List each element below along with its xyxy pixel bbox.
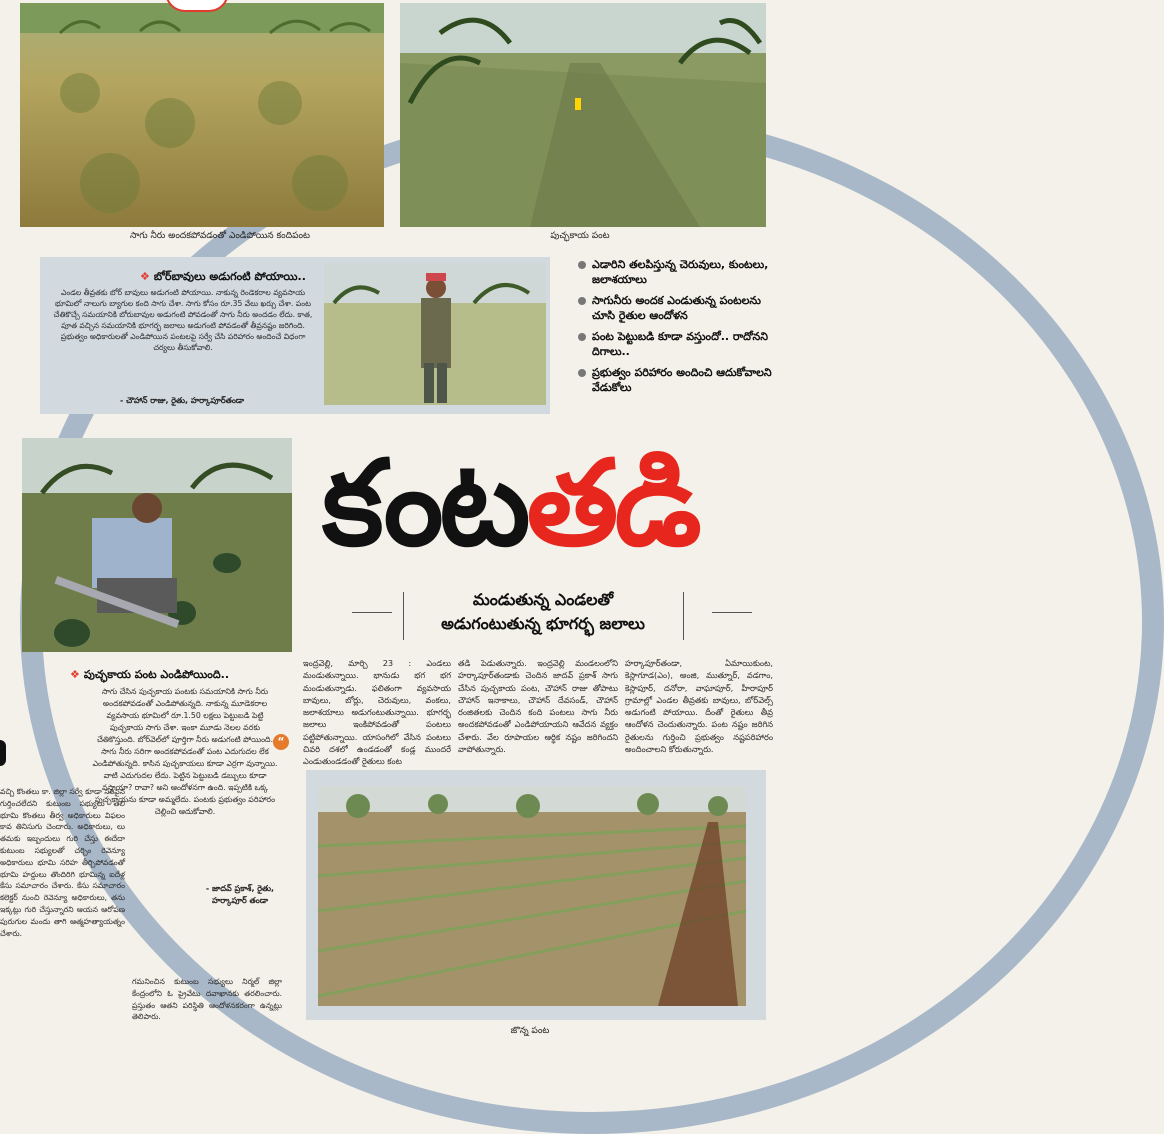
headline-part-2: తడి: [526, 434, 698, 572]
bullet-icon: [578, 369, 586, 377]
bullet-item: [578, 257, 778, 287]
bullet-item: [578, 329, 778, 359]
bullet-icon: [578, 261, 586, 269]
subhead-rule-left: [352, 612, 392, 613]
left-fragment-column: వచ్చి కొంతలు కా. జిల్లా సర్వే కూడా సరిపైన గుర్తించలేదని కుటుంబ సభ్యులు తెలి భూమి కొంతలు తీర్వ అధికారులు విఫలం కావ తినిసుగు చెందారు. అధికారులు, లు తమకు ఇబ్బందులు గురి చేస్తు ఈదేదా కుటుంబ సభ్యులతో చర్చిం రెవెన్యూ అధికారులు భూమి సరిహ తీర్చిపోవడంతో భూమి హద్దులు తొందిరిగి భూమిన్న ఐదేళ్ల కేసు సమాచారం చేశారు. కేసు సమాచారం కలెక్టర్ నుంచి రెవెన్యూ అధికారులు, తను ఇక్కట్లు గురి చేస్తున్నారని ఆయన ఆరోపణ పురుగుల మందు తాగి ఆత్మహత్యాయత్నం చేశారు.: [0, 787, 125, 938]
photo-red-gram-field: [20, 3, 384, 227]
headline-part-1: కంట: [322, 434, 527, 572]
quote-2-heading: [70, 663, 290, 684]
caption-bottom-right: జొన్న పంట: [510, 1026, 550, 1036]
quote-2-body: సాగు చేసిన పుచ్ఛకాయ పంటకు సమయానికి సాగు నీరు అందకపోవడంతో ఎండిపోతున్నది. నాకున్న మూడెకరాల వ్యవసాయ భూమిలో రూ.1.50 లక్షలు పెట్టుబడి పెట్టి పుచ్ఛకాయ సాగు చేశా. ఇంకా మూడు నెలల వరకు చేతికొస్తుంది. బోర్‌వెల్‌లో పూర్తిగా నీరు అడుగంటి పోయింది. సాగు నీరు సరిగా అందకపోవడంతో పంట ఎదుగుదల లేక ఎండిపోతున్నది. కాసిన పుచ్ఛకాయలు కూడా ఎర్రగా వున్నాయి. వాటి ఎదుగుదల లేదు. పెట్టిన పెట్టుబడి డబ్బులు కూడా వస్తాయా? రావా? అని ఆందోళనగా ఉంది. ఇప్పటికి ఒక్క పుచ్ఛకాయను కూడా అమ్మలేదు. పంటకు ప్రభుత్వం పరిహారం చెల్లించి ఆదుకోవాలి.: [92, 687, 278, 816]
article-column-3: హర్కాపూర్‌తండా, ఏమాయికుంట, కెస్లాగూడ(ఎం), అంజి, ముత్నూర్, వడగాం, కెస్లాపూర్, దనోరా, వాఘాపూర్, హీరాపూర్ గ్రామాల్లో ఎండల తీవ్రతకు బావులు, బోర్‌వెల్స్ అడుగంటి పోయాయి. దీంతో రైతులు తీవ్ర ఆందోళన చెందుతున్నారు. పంట నష్టం జరిగిన రైతులను గుర్తించి ప్రభుత్వం నష్టపరిహారం అందించాలని కోరుతున్నారు.: [625, 658, 773, 755]
left-fragment-column-2: గమనించిన కుటుంబ సభ్యులు నిర్మల్ జిల్లా కేంద్రంలోని ఓ ప్రైవేటు దవాఖానకు తరలించారు. ప్రస్తుతం ఆతని పరిస్థితి ఆందోళనకరంగా ఉన్నట్లు తెలిపారు.: [132, 977, 282, 1022]
subhead-line-1: మండుతున్న ఎండలతో: [472, 590, 614, 609]
caption-top-right: పుచ్ఛకాయ పంట: [550, 231, 610, 241]
bullet-text: సాగునీరు అందక ఎండుతున్న పంటలను చూసి రైతుల ఆందోళన: [592, 294, 761, 322]
bullet-list: [578, 257, 778, 401]
bullet-item: [578, 293, 778, 323]
photo-watermelon-field: [400, 3, 766, 227]
subhead-divider-left: [403, 592, 404, 640]
bullet-text: ప్రభుత్వం పరిహారం అందించి ఆదుకోవాలని వేడుకోలు: [592, 366, 772, 394]
bullet-text: ఎడారిని తలపిస్తున్న చెరువులు, కుంటలు, జలాశయాలు: [592, 258, 769, 286]
quote-1-title: బోర్‌బావులు అడుగంటి పోయాయి..: [153, 270, 306, 283]
photo-farmer-prakash: [22, 438, 292, 652]
edge-marker: [0, 740, 6, 766]
bullet-text: పంట పెట్టుబడి కూడా వస్తుందో.. రాదోనని దిగాలు..: [592, 330, 768, 358]
bullet-item: [578, 365, 778, 395]
quote-mark-icon: “: [273, 734, 289, 750]
quote-2-signature: - జాదవ్ ప్రకాశ్, రైతు, హర్కాపూర్ తండా: [205, 884, 275, 905]
headline: [322, 418, 762, 588]
bullet-icon: [578, 333, 586, 341]
diamond-icon: ❖: [140, 270, 150, 283]
quote-1-body: ఎండల తీవ్రతకు బోర్ బావులు అడుగంటి పోయాయి. నాకున్న రెండెకరాల వ్యవసాయ భూమిలో నాలుగు బ్యాగుల కంది సాగు చేశా. సాగు కోసం రూ.35 వేలు ఖర్చు చేశా. పంట చేతికొచ్చే సమయానికి బోరుబావుల అడుగంటి పోవడంతో సాగు నీరు అందడం లేదు. కాత, పూత వచ్చిన సమయానికి భూగర్భ జలాలు అడుగంటి పోవడంతో తీవ్రనష్టం జరిగింది. ప్రభుత్వం అధికారులతో ఎండిపోయిన పంటలపై సర్వే చేసి పరిహారం అందించే విధంగా చర్యలు తీసుకోవాలి.: [53, 288, 313, 352]
subhead-line-2: అడుగంటుతున్న భూగర్భ జలాలు: [441, 614, 645, 633]
quote-2-title: పుచ్ఛకాయ పంట ఎండిపోయింది..: [83, 668, 230, 681]
article-column-1: ఇంద్రవెల్లి, మార్చి 23 : ఎండలు మండుతున్నాయి. భానుడు భగ భగ మండుతున్నాడు. ఫలితంగా వ్యవసాయ బావులు, బోర్లు, చెరువులు, వంకలు, జలాశయాలు అడుగంటుతున్నాయి. భూగర్భ జలాలు ఇంకిపోవడంతో పంటలు పట్టిపోతున్నాయి. యాసంగిలో వేసిన పంటలు చివరి దశలో ఉండడంతో కండ్ల ముందరే ఎండుతుండడంతో రైతులు కంట: [303, 658, 451, 767]
photo-jowar-field: [318, 786, 746, 1006]
quote-1-signature: - చౌహాన్ రాజు, రైతు, హర్కాపూర్‌తండా: [120, 396, 245, 405]
article-column-2: తడి పెడుతున్నారు. ఇంద్రవెల్లి మండలంలోని హర్కాపూర్‌తండాకు చెందిన జాదవ్ ప్రకాశ్ సాగు చేసిన పుచ్ఛకాయ పంట, చౌహాన్ రాజు తోపాటు చౌహాన్ ఇనాకాలు, చౌహాన్ దేవసండ్, చౌహాన్ రంజితలకు చెందిన కంది పంటలు సాగు నీరు అందకపోవడంతో ఎండిపోయాయని ఆవేదన వ్యక్తం చేశారు. వేల రూపాయల ఆర్థిక నష్టం జరిగిందని వాపోతున్నారు.: [458, 658, 618, 755]
photo-farmer-raju: [324, 263, 546, 405]
subhead-divider-right: [683, 592, 684, 640]
caption-top-left: సాగు నీరు అందకపోవడంతో ఎండిపోయిన కందిపంట: [129, 231, 311, 241]
subhead: [405, 588, 681, 636]
bullet-icon: [578, 297, 586, 305]
diamond-icon: ❖: [70, 668, 80, 681]
quote-1-heading: [140, 265, 320, 286]
subhead-rule-right: [712, 612, 752, 613]
